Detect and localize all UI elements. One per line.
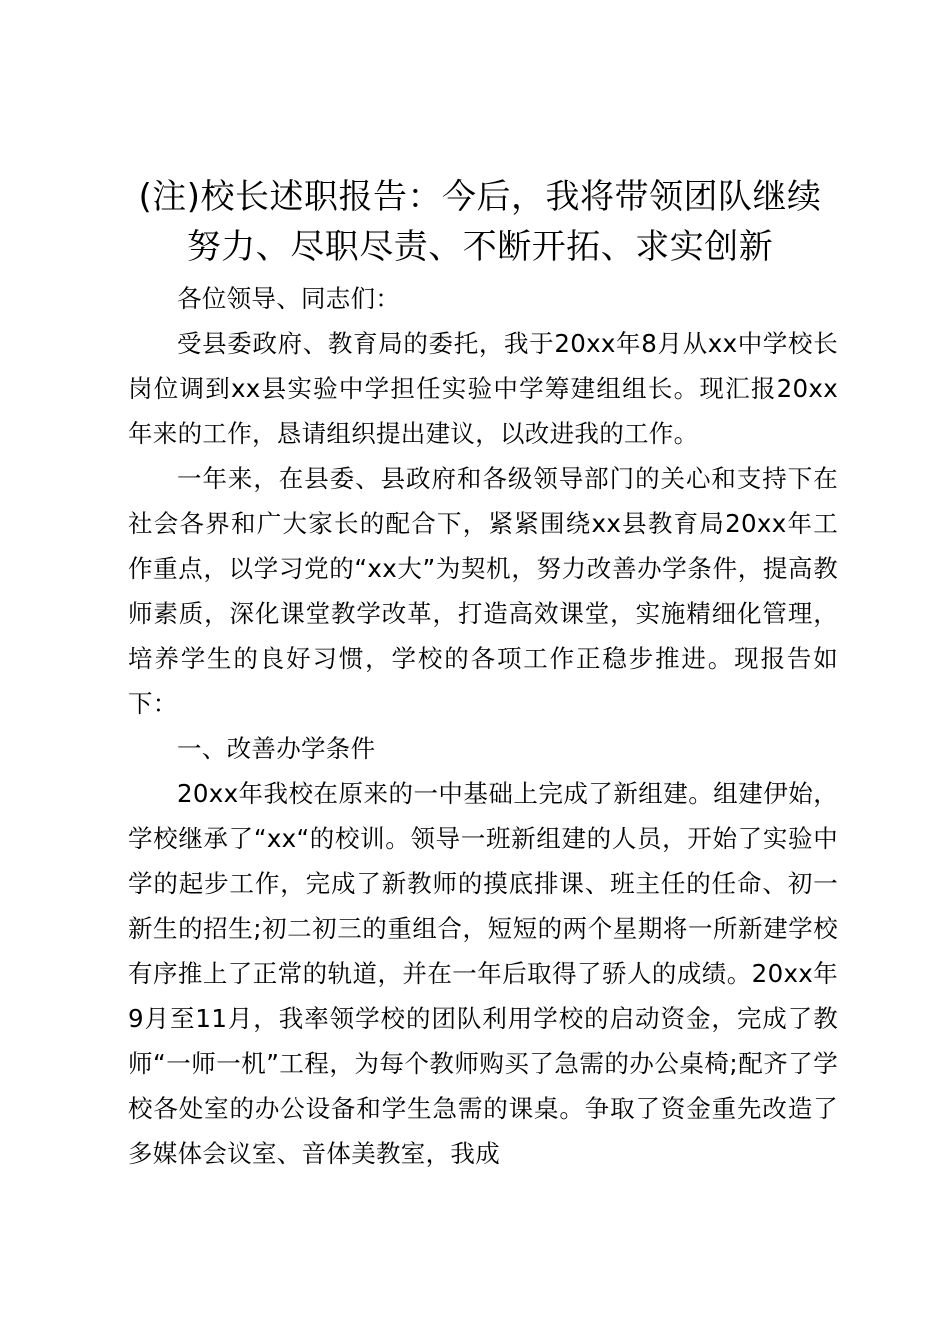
title-line-2: 努力、尽职尽责、不断开拓、求实创新 [186, 227, 774, 267]
paragraph-overview: 一年来，在县委、县政府和各级领导部门的关心和支持下在社会各界和广大家长的配合下，紧紧围绕xx县教育局20xx年工作重点，以学习党的“xx大”为契机，努力改善办学条件，提高教师素质，深化课堂教学改革，打造高效课堂，实施精细化管理，培养学生的良好习惯，学校的各项工作正稳步推进。现报告如下： [128, 464, 838, 718]
section-heading: 一、改善办学条件 [177, 734, 376, 763]
paragraph-intro: 受县委政府、教育局的委托，我于20xx年8月从xx中学校长岗位调到xx县实验中学担任实验中学筹建组组长。现汇报20xx年来的工作，恳请组织提出建议，以改进我的工作。 [128, 329, 838, 448]
document-title [100, 172, 860, 272]
document-body [128, 276, 838, 1176]
paragraph-section-one: 20xx年我校在原来的一中基础上完成了新组建。组建伊始，学校继承了“xx“的校训。领导一班新组建的人员，开始了实验中学的起步工作，完成了新教师的摸底排课、班主任的任命、初一新生的招生;初二初三的重组合，短短的两个星期将一所新建学校有序推上了正常的轨道，并在一年后取得了骄人的成绩。20xx年9月至11月，我率领学校的团队利用学校的启动资金，完成了教师“一师一机”工程，为每个教师购买了急需的办公桌椅;配齐了学校各处室的办公设备和学生急需的课桌。争取了资金重先改造了多媒体会议室、音体美教室，我成 [128, 779, 838, 1168]
salutation: 各位领导、同志们： [177, 284, 401, 313]
title-line-1: (注)校长述职报告：今后，我将带领团队继续 [138, 177, 822, 217]
